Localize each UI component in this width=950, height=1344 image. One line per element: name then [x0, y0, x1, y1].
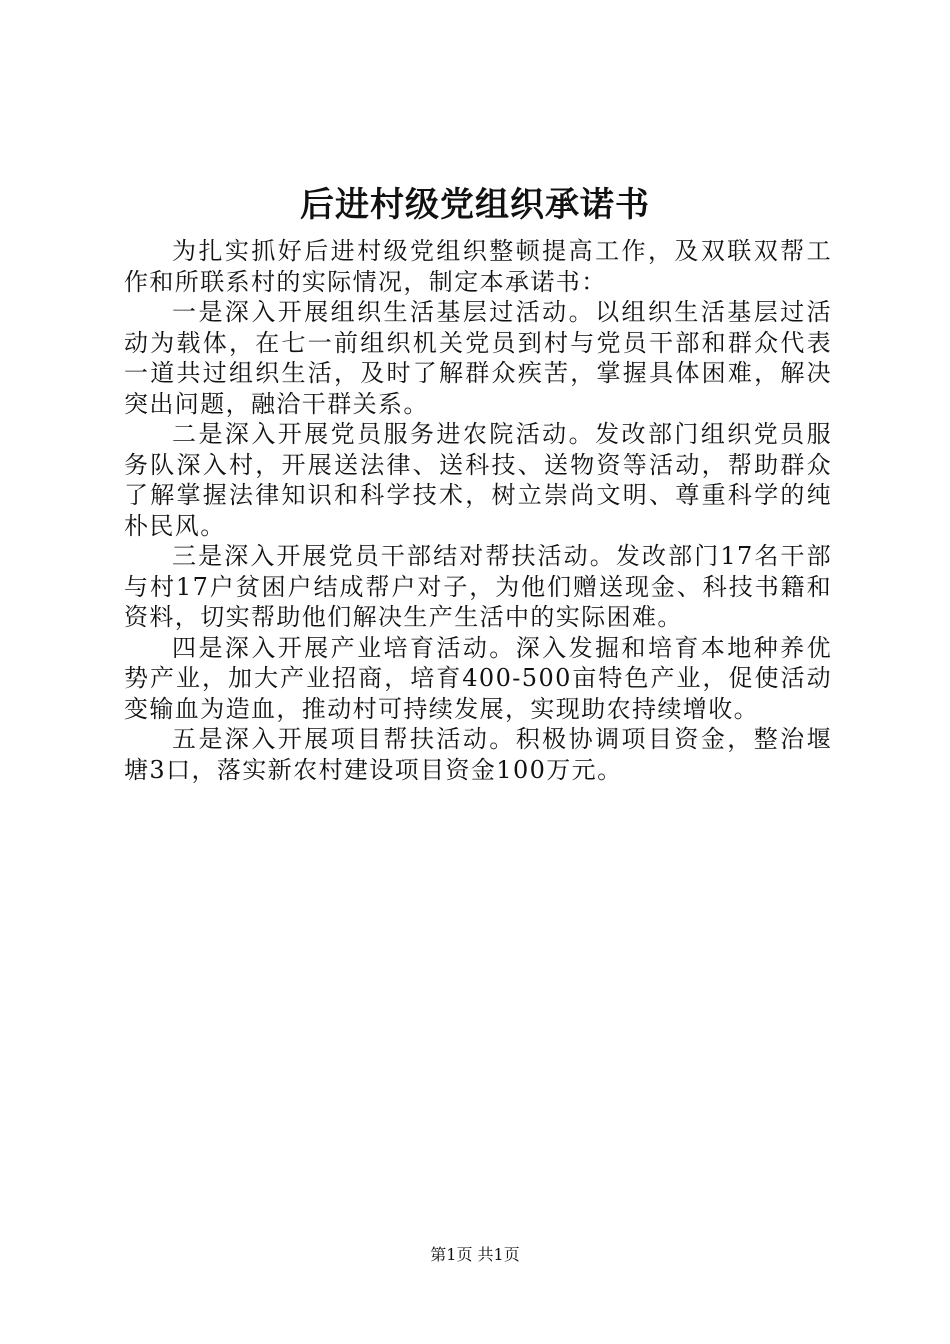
paragraph-item-5: 五是深入开展项目帮扶活动。积极协调项目资金，整治堰塘3口，落实新农村建设项目资金100万元。 [124, 725, 832, 784]
paragraph-intro: 为扎实抓好后进村级党组织整顿提高工作，及双联双帮工作和所联系村的实际情况，制定本承诺书： [124, 237, 832, 296]
page-footer: 第1页 共1页 [430, 1245, 520, 1264]
document-body [124, 236, 832, 785]
paragraph-item-1: 一是深入开展组织生活基层过活动。以组织生活基层过活动为载体，在七一前组织机关党员到村与党员干部和群众代表一道共过组织生活，及时了解群众疾苦，掌握具体困难，解决突出问题，融洽干群关系。 [124, 298, 832, 418]
paragraph-item-4: 四是深入开展产业培育活动。深入发掘和培育本地种养优势产业，加大产业招商，培育400-500亩特色产业，促使活动变输血为造血，推动村可持续发展，实现助农持续增收。 [124, 633, 832, 723]
document-title: 后进村级党组织承诺书 [300, 185, 650, 225]
paragraph-item-3: 三是深入开展党员干部结对帮扶活动。发改部门17名干部与村17户贫困户结成帮户对子，为他们赠送现金、科技书籍和资料，切实帮助他们解决生产生活中的实际困难。 [124, 542, 832, 631]
paragraph-item-2: 二是深入开展党员服务进农院活动。发改部门组织党员服务队深入村，开展送法律、送科技、送物资等活动，帮助群众了解掌握法律知识和科学技术，树立崇尚文明、尊重科学的纯朴民风。 [124, 420, 832, 540]
